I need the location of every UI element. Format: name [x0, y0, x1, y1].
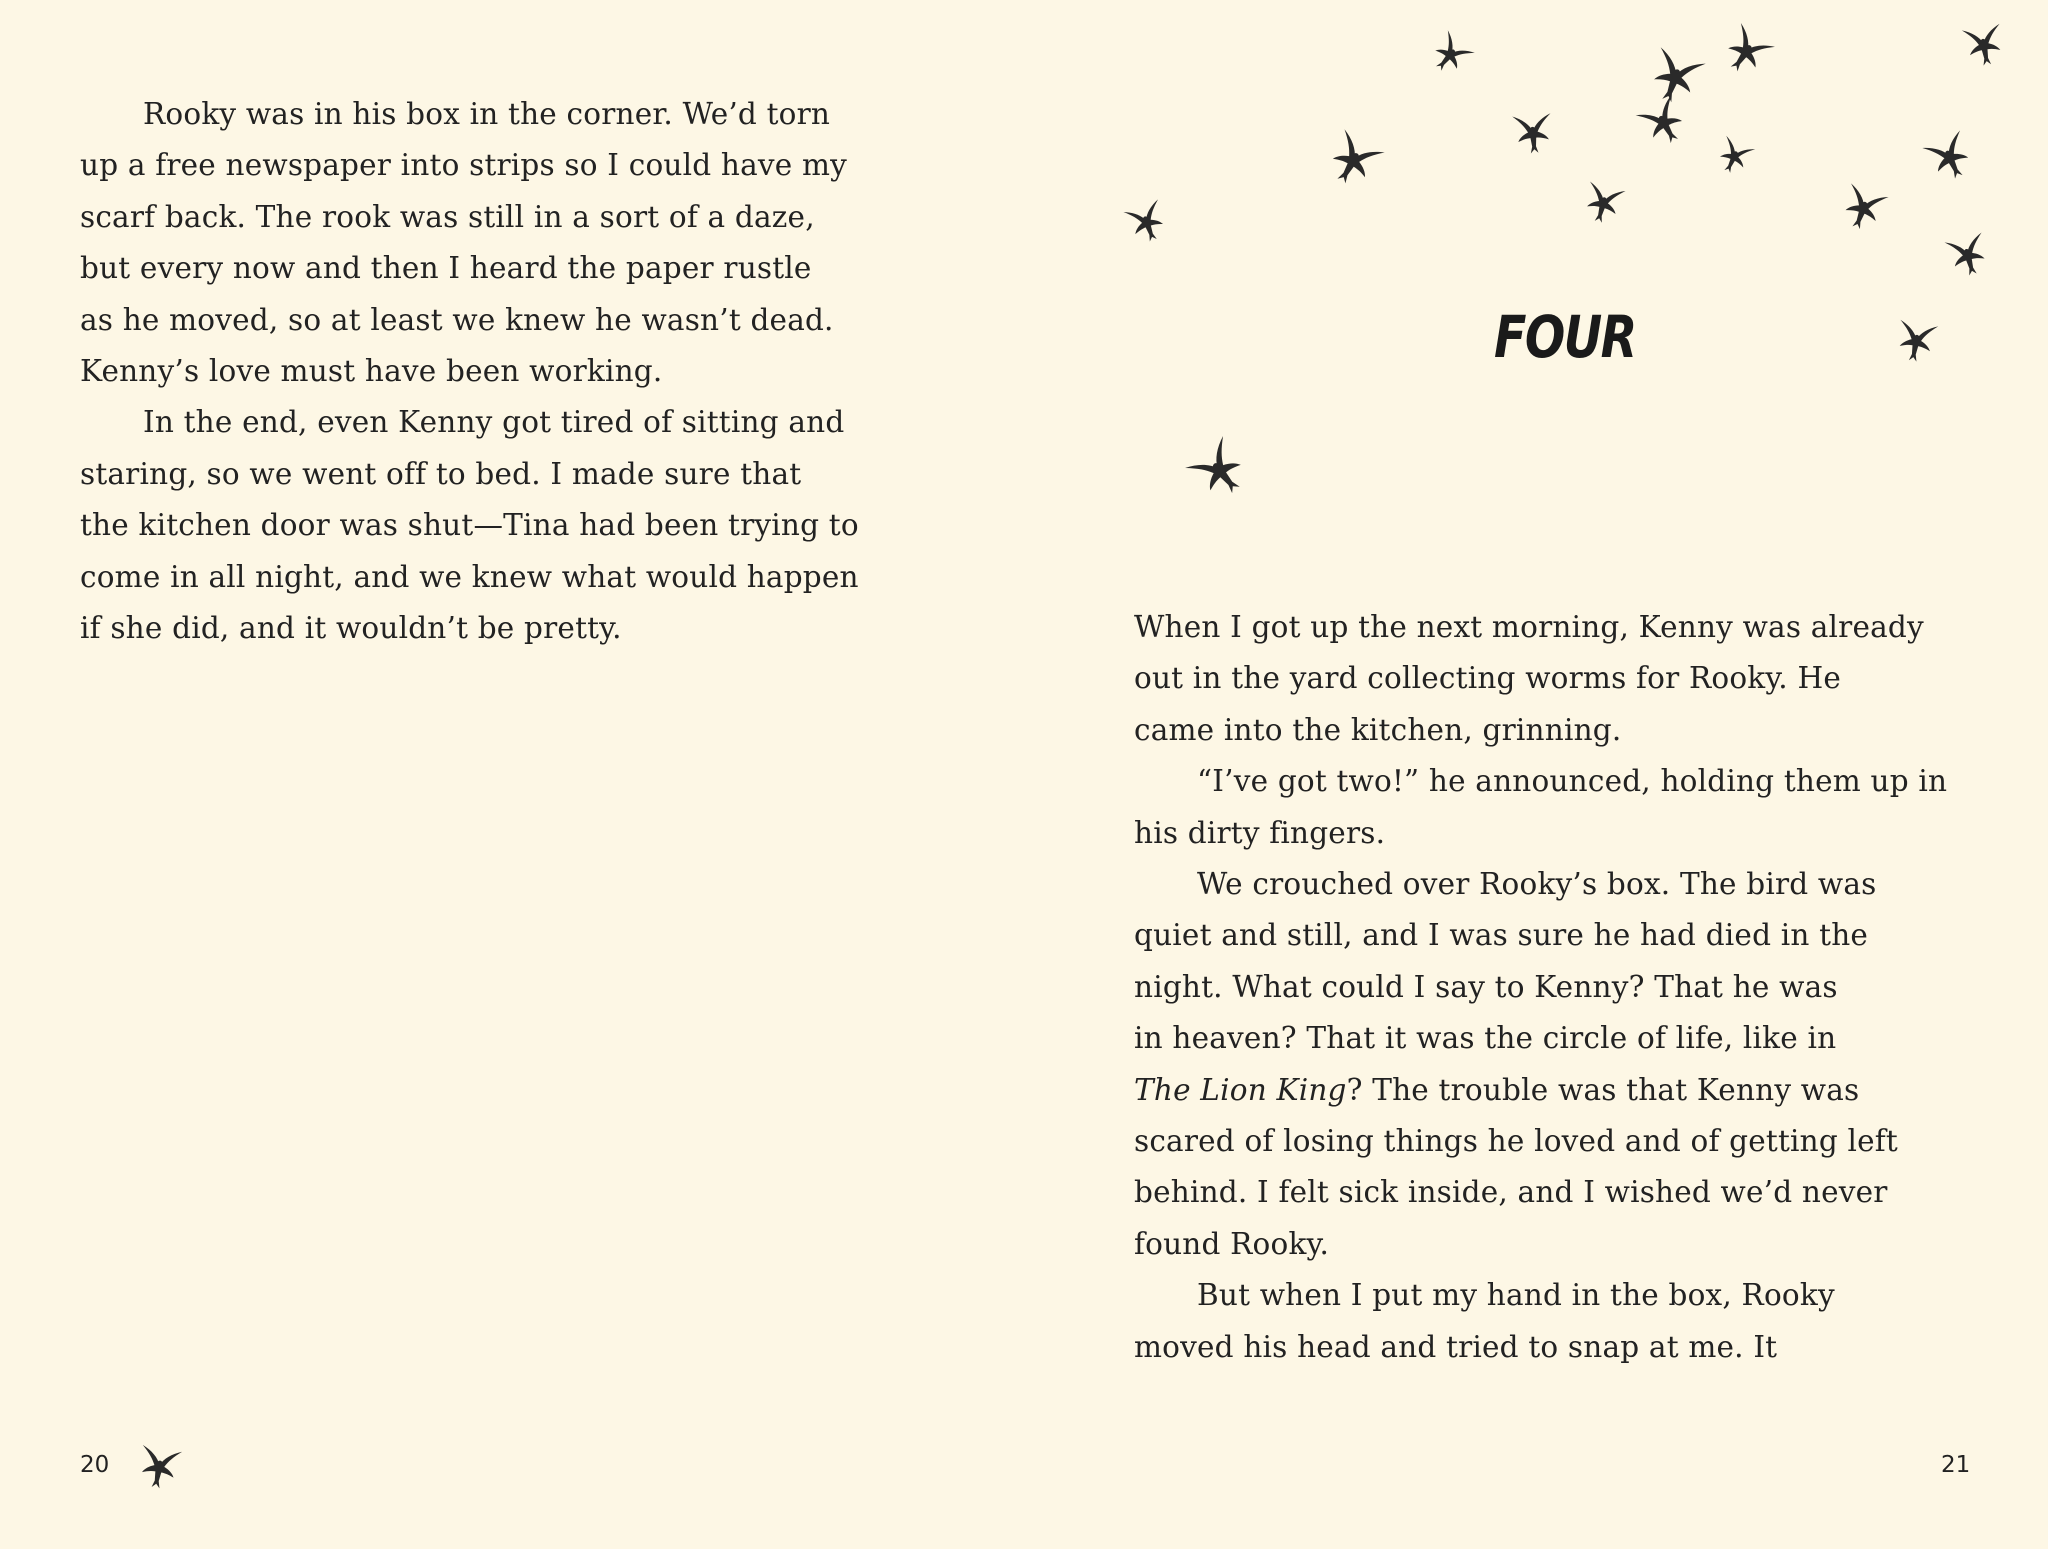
text-line: behind. I felt sick inside, and I wished we’d never: [1134, 1175, 1888, 1210]
rook-silhouette-icon: [1939, 227, 1998, 286]
text-line: but every now and then I heard the paper rustle: [80, 251, 812, 286]
text-line: staring, so we went off to bed. I made sure that: [80, 456, 802, 491]
rook-silhouette-icon: [130, 1439, 188, 1497]
text-line: as he moved, so at least we knew he wasn’t dead.: [80, 302, 834, 337]
rook-silhouette-icon: [1950, 17, 2017, 75]
page-number: 20: [80, 1452, 110, 1478]
text-fragment: ? The trouble was that Kenny was: [1346, 1072, 1860, 1107]
text-line: in heaven? That it was the circle of life, like in: [1134, 1021, 1837, 1056]
text-line: came into the kitchen, grinning.: [1134, 712, 1622, 747]
text-line: Rooky was in his box in the corner. We’d torn: [143, 97, 831, 131]
text-line: if she did, and it wouldn’t be pretty.: [80, 611, 622, 646]
rook-silhouette-icon: [1914, 123, 1987, 194]
right-page-body: [1134, 602, 2034, 1373]
chapter-title: FOUR: [1494, 303, 1636, 371]
text-line: moved his head and tried to snap at me. It: [1134, 1329, 1778, 1364]
rook-silhouette-icon: [1705, 126, 1762, 188]
left-page-body: [80, 89, 940, 654]
text-line: the kitchen door was shut—Tina had been trying to: [80, 508, 859, 543]
rook-silhouette-icon: [1176, 427, 1265, 516]
rook-silhouette-icon: [1502, 108, 1564, 161]
text-line: out in the yard collecting worms for Rooky. He: [1134, 661, 1842, 696]
text-line: “I’ve got two!” he announced, holding them up in: [1197, 764, 1948, 799]
book-title-italic: The Lion King: [1134, 1072, 1347, 1107]
text-line: his dirty fingers.: [1134, 815, 1386, 850]
rook-silhouette-icon: [1417, 22, 1483, 89]
text-line: [1134, 1065, 2034, 1116]
text-line: up a free newspaper into strips so I could have my: [80, 148, 848, 183]
text-line: quiet and still, and I was sure he had died in the: [1134, 918, 1869, 953]
text-line: night. What could I say to Kenny? That he was: [1134, 969, 1838, 1004]
text-line: Kenny’s love must have been working.: [80, 354, 663, 389]
rook-silhouette-icon: [1118, 194, 1177, 253]
rook-silhouette-icon: [1575, 175, 1632, 233]
text-line: scarf back. The rook was still in a sort of a daze,: [80, 199, 815, 234]
rook-silhouette-icon: [1709, 14, 1784, 90]
text-line: We crouched over Rooky’s box. The bird was: [1197, 867, 1877, 902]
rook-silhouette-icon: [1313, 121, 1392, 200]
right-page: [1024, 0, 2048, 1549]
text-line: found Rooky.: [1134, 1226, 1330, 1261]
rook-silhouette-icon: [1878, 312, 1953, 371]
rook-silhouette-icon: [1829, 176, 1897, 241]
text-line: When I got up the next morning, Kenny was already: [1134, 610, 1924, 644]
text-line: come in all night, and we knew what would happen: [80, 559, 859, 594]
text-line: But when I put my hand in the box, Rooky: [1197, 1278, 1835, 1313]
text-line: In the end, even Kenny got tired of sitting and: [143, 405, 845, 440]
text-line: scared of losing things he loved and of getting left: [1134, 1124, 1898, 1159]
page-number: 21: [1941, 1452, 1971, 1478]
